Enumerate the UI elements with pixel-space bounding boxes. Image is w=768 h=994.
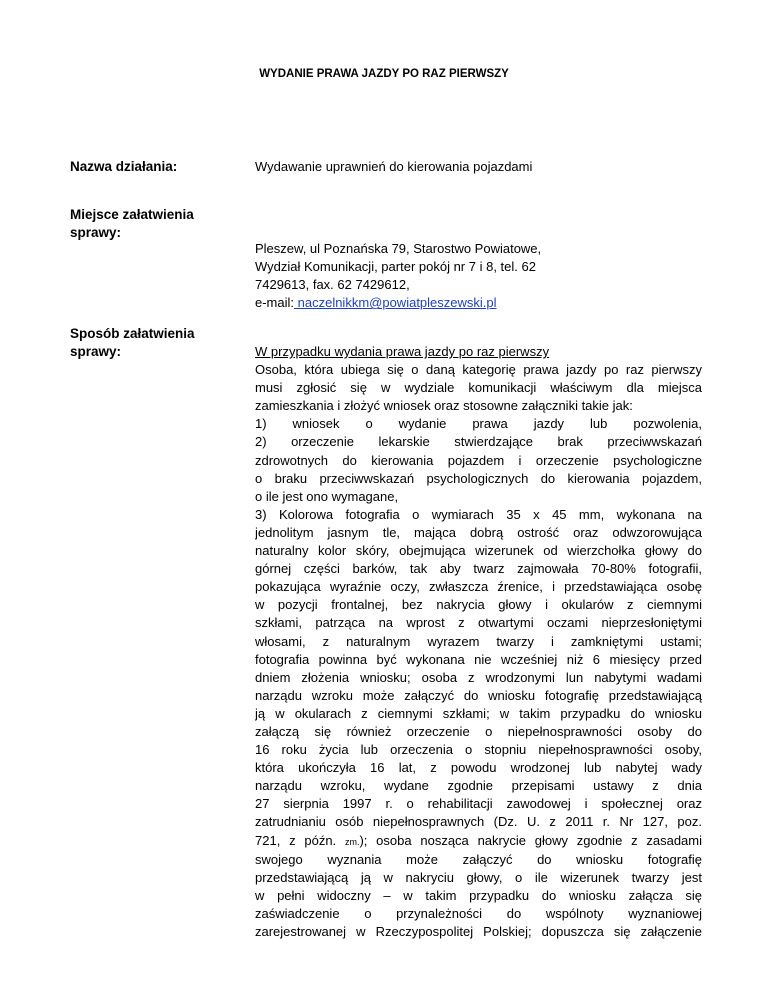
body-line: 3) Kolorowa fotografia o wymiarach 35 x 45 mm, wykonana na xyxy=(255,506,702,522)
body-line: szkłami, patrząca na wprost z otwartymi oczami nieprzesłoniętymi xyxy=(255,615,702,631)
body-line: pokazująca wyraźnie oczy, zwłaszcza źrenice, i przedstawiająca osobę xyxy=(255,579,702,595)
label-line: Sposób załatwienia xyxy=(70,326,195,341)
body-line: przedstawiającą ją w nakryciu głowy, o ile wizerunek twarzy jest xyxy=(255,869,702,885)
body-line: załączą się również orzeczenie o niepełnosprawności osoby do xyxy=(255,723,702,739)
body-line: naturalny kolor skóry, obejmująca wizerunek od wierzchołka głowy do xyxy=(255,543,702,559)
body-line: zamieszkania i złożyć wniosek oraz stosowne załączniki takie jak: xyxy=(255,398,633,414)
body-line: o ile jest ono wymagane, xyxy=(255,488,399,504)
label-sposob-zalatwienia xyxy=(70,325,240,361)
label-line: sprawy: xyxy=(70,225,122,240)
body-line: która ukończyła 16 lat, z powodu wrodzonej lub nabytej wady xyxy=(255,760,702,776)
body-line: swojego wyznania może załączyć do wniosku fotografię xyxy=(255,851,702,867)
body-line: Osoba, która ubiega się o daną kategorię prawa jazdy po raz pierwszy xyxy=(255,362,702,378)
body-line: w pozycji frontalnej, bez nakrycia głowy i okularów z ciemnymi xyxy=(255,597,702,613)
label-line: sprawy: xyxy=(70,344,122,359)
zm-abbr: zm. xyxy=(344,836,360,847)
label-nazwa-dzialania: Nazwa działania: xyxy=(70,159,178,174)
body-line: musi zgłosić się w wydziale komunikacji właściwym dla miejsca xyxy=(255,380,702,396)
section-heading: W przypadku wydania prawa jazdy po raz pierwszy xyxy=(255,344,550,359)
zm-suffix: ); osoba nosząca nakrycie głowy zgodnie z zasadami xyxy=(359,832,702,848)
body-line: 27 sierpnia 1997 r. o rehabilitacji zawodowej i społecznej oraz xyxy=(255,796,702,812)
body-line: dniem złożenia wniosku; osoba z wrodzonymi lun nabytymi wadami xyxy=(255,669,702,685)
body-line: w pełni widoczny – w takim przypadku do wniosku załącza się xyxy=(255,887,702,903)
body-line: włosami, z naturalnym wyrazem twarzy i zamkniętymi ustami; xyxy=(255,633,702,649)
email-link[interactable]: naczelnikkm@powiatpleszewski.pl xyxy=(294,295,497,311)
body-line: 1) wniosek o wydanie prawa jazdy lub pozwolenia, xyxy=(255,416,702,432)
body-line: górnej części barków, tak aby twarz zajmowała 70-80% fotografii, xyxy=(255,561,702,577)
address-line: Pleszew, ul Poznańska 79, Starostwo Powiatowe, xyxy=(255,241,542,256)
body-line: zarejestrowanej w Rzeczypospolitej Polskiej; dopuszcza się załączenie xyxy=(255,924,702,939)
body-text xyxy=(255,361,702,831)
body-line: 2) orzeczenie lekarskie stwierdzające brak przeciwwskazań xyxy=(255,434,702,450)
body-line: zatrudnianiu osób niepełnosprawnych (Dz. U. z 2011 r. Nr 127, poz. xyxy=(255,814,702,830)
body-line: ją w okularach z ciemnymi szkłami; w takim przypadku do wniosku xyxy=(255,705,702,721)
body-line: narządu wzroku może załączyć do wniosku fotografię przedstawiającą xyxy=(255,687,702,703)
value-sposob-zalatwienia xyxy=(255,343,702,941)
body-line: zdrowotnych do kierowania pojazdem i orzeczenie psychologiczne xyxy=(255,452,702,468)
body-line xyxy=(255,832,702,851)
body-line: o braku przeciwwskazań psychologicznych do kierowania pojazdem, xyxy=(255,470,702,486)
body-line: narządu wzroku, wydane zgodnie przepisami ustawy z dnia xyxy=(255,778,702,794)
body-text-after xyxy=(255,851,702,941)
address-line: Wydział Komunikacji, parter pokój nr 7 i 8, tel. 62 xyxy=(255,259,536,275)
value-nazwa-dzialania: Wydawanie uprawnień do kierowania pojazdami xyxy=(255,159,533,174)
body-line: zaświadczenie o przynależności do wspólnoty wyznaniowej xyxy=(255,905,702,921)
zm-prefix: 721, z późn. xyxy=(255,832,337,848)
value-miejsce-zalatwienia xyxy=(255,240,702,312)
email-prefix: e-mail: xyxy=(255,295,295,311)
page-title: WYDANIE PRAWA JAZDY PO RAZ PIERWSZY xyxy=(259,68,509,80)
body-line: jednolitym jasnym tle, mająca dobrą ostrość oraz odwzorowująca xyxy=(255,524,702,540)
address-line: 7429613, fax. 62 7429612, xyxy=(255,277,410,293)
label-miejsce-zalatwienia xyxy=(70,206,240,242)
label-line: Miejsce załatwienia xyxy=(70,207,194,222)
body-line: 16 roku życia lub orzeczenia o stopniu niepełnosprawności osoby, xyxy=(255,742,702,758)
email-line xyxy=(255,294,702,312)
body-line: fotografia powinna być wykonana nie wcześniej niż 6 miesięcy przed xyxy=(255,651,702,667)
